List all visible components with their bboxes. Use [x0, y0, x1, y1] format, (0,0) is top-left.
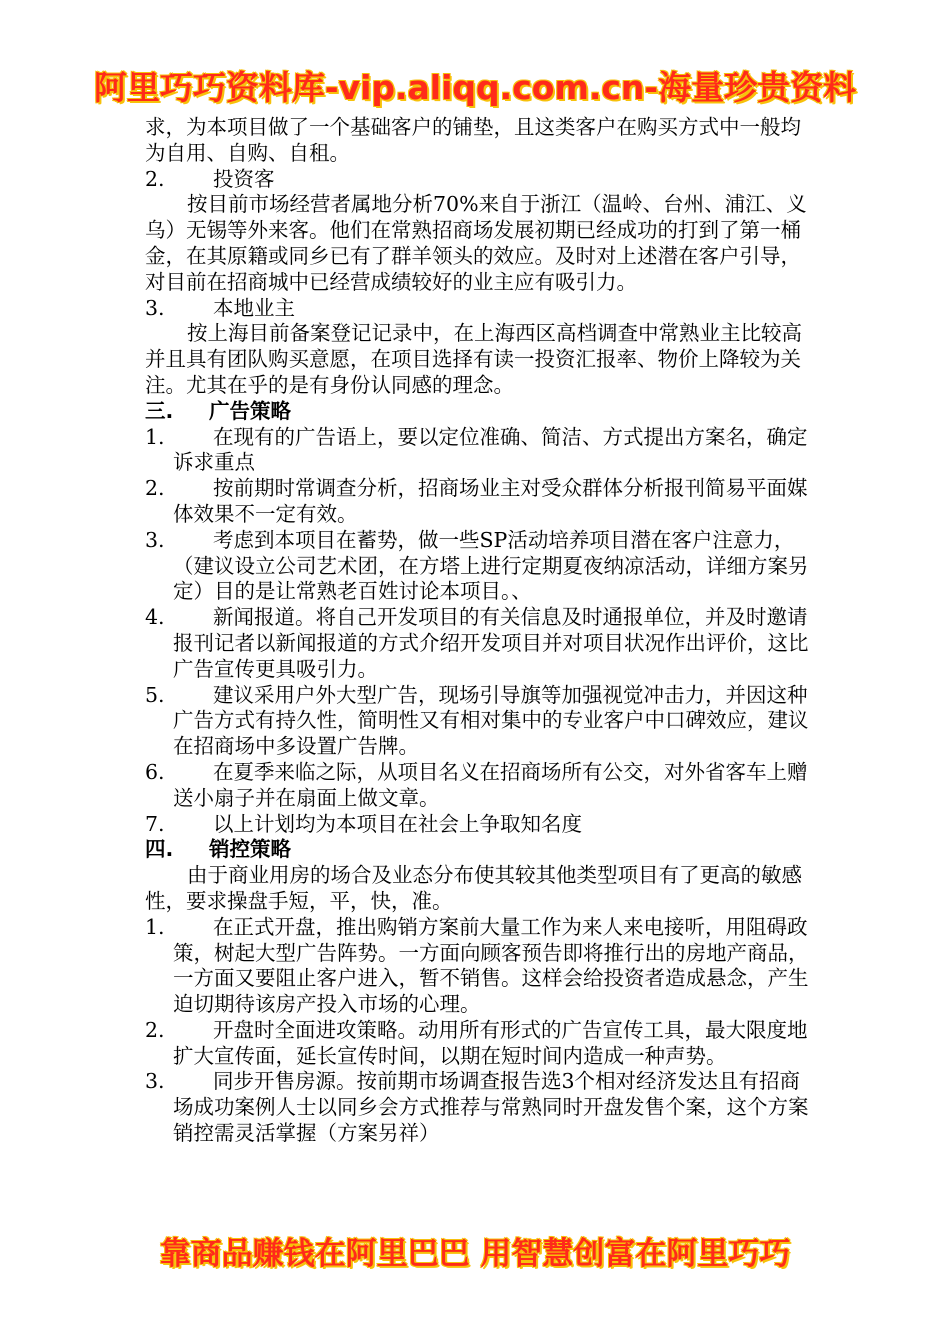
list-item [145, 915, 815, 1018]
footer-banner: 靠商品赚钱在阿里巴巴 用智慧创富在阿里巧巧 [159, 1236, 791, 1272]
list-item [145, 683, 815, 760]
local-owners-heading [145, 296, 815, 322]
list-item-text: 同步开售房源。按前期市场调查报告选3个相对经济发达且有招商场成功案例人士以同乡会方式推荐与常熟同时开盘发售个案，这个方案销控需灵活掌握（方案另祥） [173, 1069, 809, 1146]
list-item-number: 2. [145, 1017, 165, 1042]
local-owners-number: 3. [145, 295, 165, 320]
investors-paragraph: 按目前市场经营者属地分析70%来自于浙江（温岭、台州、浦江、义乌）无锡等外来客。他们在常熟招商场发展初期已经成功的打到了第一桶金，在其原籍或同乡已有了群羊领头的效应。及时对上述潜在客户引导，对目前在招商城中已经营成绩较好的业主应有吸引力。 [145, 192, 807, 294]
investors-title: 投资客 [213, 166, 275, 191]
sales-strategy-intro: 由于商业用房的场合及业态分布使其较其他类型项目有了更高的敏感性，要求操盘手短，平，快，准。 [145, 863, 802, 913]
investors-number: 2. [145, 166, 165, 191]
list-item-text: 按前期时常调查分析，招商场业主对受众群体分析报刊简易平面媒体效果不一定有效。 [173, 476, 808, 526]
list-item-text: 在正式开盘，推出购销方案前大量工作为来人来电接听，用阻碍政策，树起大型广告阵势。一方面向顾客预告即将推行出的房地产商品，一方面又要阻止客户进入，暂不销售。这样会给投资者造成悬念，产生迫切期待该房产投入市场的心理。 [173, 914, 809, 1017]
list-item [145, 528, 815, 605]
list-item-text: 新闻报道。将自己开发项目的有关信息及时通报单位，并及时邀请报刊记者以新闻报道的方式介绍开发项目并对项目状况作出评价，这比广告宣传更具吸引力。 [173, 605, 809, 681]
list-item-text: 考虑到本项目在蓄势，做一些SP活动培养项目潜在客户注意力，（建议设立公司艺术团，在方塔上进行定期夏夜纳凉活动，详细方案另定）目的是让常熟老百姓讨论本项目。、 [173, 527, 809, 604]
list-item-number: 7. [145, 811, 165, 836]
list-item-number: 4. [145, 605, 165, 630]
list-item-number: 3. [145, 527, 165, 552]
list-item [145, 1018, 815, 1070]
local-owners-title: 本地业主 [213, 295, 295, 320]
list-item-number: 5. [145, 682, 165, 707]
list-item [145, 812, 815, 838]
list-item-number: 1. [145, 424, 165, 449]
list-item-number: 3. [145, 1069, 165, 1094]
ad-strategy-heading [145, 399, 815, 425]
list-item-text: 在夏季来临之际，从项目名义在招商场所有公交，对外省客车上赠送小扇子并在扇面上做文章。 [173, 759, 808, 810]
list-item-text: 在现有的广告语上，要以定位准确、简洁、方式提出方案名，确定诉求重点 [173, 424, 808, 475]
intro-paragraph: 求，为本项目做了一个基础客户的铺垫，且这类客户在购买方式中一般均为自用、自购、自租。 [145, 115, 801, 165]
list-item [145, 760, 815, 812]
investors-heading [145, 167, 815, 193]
ad-strategy-number: 三. [145, 398, 174, 423]
sales-strategy-heading [145, 837, 815, 863]
header-banner: 阿里巧巧资料库-vip.aliqq.com.cn-海量珍贵资料 [93, 68, 857, 107]
list-item [145, 425, 815, 477]
list-item-number: 1. [145, 914, 165, 939]
ad-strategy-title: 广告策略 [209, 398, 291, 423]
list-item-number: 6. [145, 759, 165, 784]
list-item-text: 以上计划均为本项目在社会上争取知名度 [213, 811, 582, 836]
list-item-text: 建议采用户外大型广告，现场引导旗等加强视觉冲击力，并因这种广告方式有持久性，简明性又有相对集中的专业客户中口碑效应，建议在招商场中多设置广告牌。 [173, 682, 809, 759]
list-item [145, 476, 815, 528]
document-body [145, 115, 815, 1147]
list-item [145, 605, 815, 682]
local-owners-paragraph: 按上海目前备案登记记录中，在上海西区高档调查中常熟业主比较高并且具有团队购买意愿，在项目选择有读一投资汇报率、物价上降较为关注。尤其在乎的是有身份认同感的理念。 [145, 321, 802, 397]
list-item [145, 1069, 815, 1146]
sales-strategy-number: 四. [145, 837, 174, 862]
list-item-number: 2. [145, 476, 165, 501]
list-item-text: 开盘时全面进攻策略。动用所有形式的广告宣传工具，最大限度地扩大宣传面，延长宣传时间，以期在短时间内造成一种声势。 [173, 1017, 808, 1068]
sales-strategy-title: 销控策略 [209, 837, 291, 862]
